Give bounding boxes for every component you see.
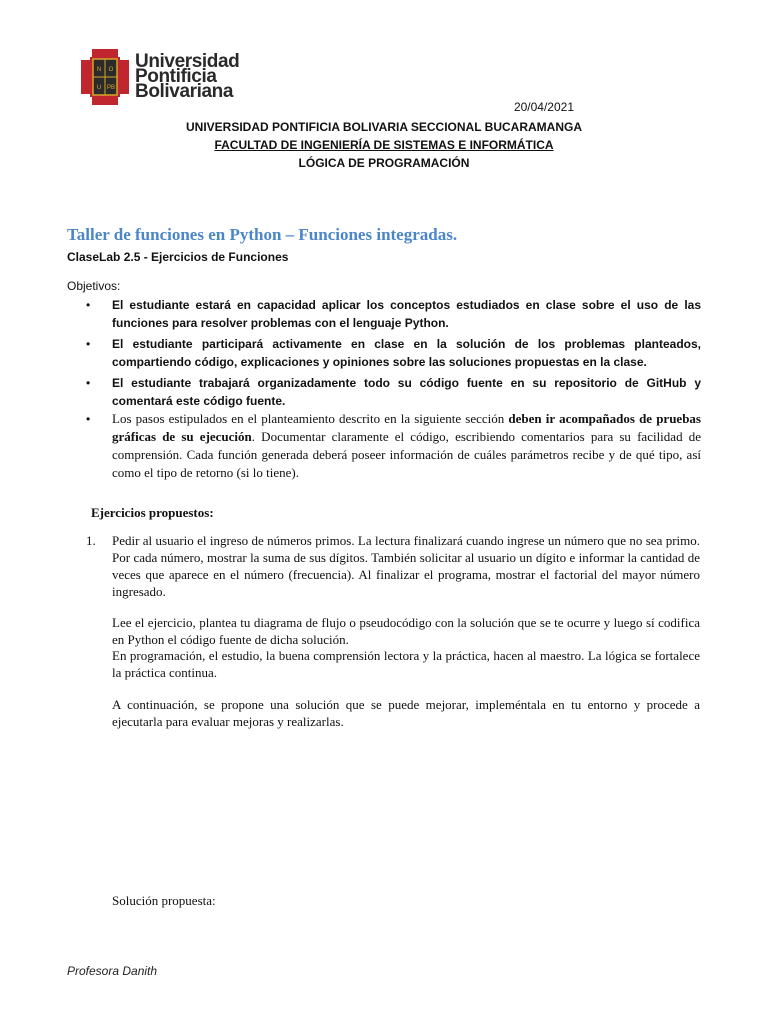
footer-author: Profesora Danith: [67, 964, 158, 978]
logo-line-1: Universidad: [135, 51, 240, 72]
exercise-number: 1.: [86, 533, 96, 548]
objective-text: [112, 410, 701, 482]
logo-line-3: Bolivariana: [135, 81, 234, 102]
paragraph-programming: En programación, el estudio, la buena comprensión lectora y la práctica, hacen al maestro. La lógica se fortalece la práctica continua.: [112, 648, 700, 680]
paragraph-continue: A continuación, se propone una solución que se puede mejorar, impleméntala en tu entorno y procede a ejecutarla para evaluar mejoras y realizarlas.: [112, 697, 700, 729]
objective-text: El estudiante trabajará organizadamente todo su código fuente en su repositorio de GitHub y comentará este código fuente.: [112, 376, 701, 408]
page-subtitle: ClaseLab 2.5 - Ejercicios de Funciones: [67, 250, 289, 264]
objective-text: El estudiante participará activamente en clase en la solución de los problemas planteados, compartiendo código, explicaciones y opiniones sobre las soluciones propuestas en la clase.: [112, 337, 701, 369]
page-title: Taller de funciones en Python – Funciones integradas.: [67, 225, 458, 244]
logo-wordmark: [135, 51, 240, 102]
objective-item: [86, 296, 701, 332]
logo-shield-letter: U: [96, 85, 102, 91]
header-faculty-wrap: [0, 138, 768, 152]
header-course: LÓGICA DE PROGRAMACIÓN: [298, 156, 470, 170]
paragraph-read: Lee el ejercicio, plantea tu diagrama de flujo o pseudocódigo con la solución que se te ocurre y luego sí codifica en Python el código fuente de dicha solución.: [112, 615, 700, 647]
bullet-icon: •: [86, 337, 91, 351]
objective-item: [86, 410, 701, 480]
solution-label: Solución propuesta:: [112, 893, 216, 908]
logo-shield-letter: N: [96, 67, 102, 73]
bullet-icon: •: [86, 376, 91, 390]
objective-text-post: . Documentar claramente el código, escribiendo comentarios para su facilidad de comprensión. Cada función generada deberá poseer información de cuáles parámetros recibe y de qué tipo, así como el tipo de retorno (si lo tiene).: [112, 429, 701, 480]
objective-item: [86, 335, 701, 371]
objective-item: [86, 374, 701, 410]
logo-line-2: Pontificia: [135, 66, 217, 87]
document-date: 20/04/2021: [513, 100, 574, 114]
bullet-icon: •: [86, 298, 91, 312]
exercise-text: Pedir al usuario el ingreso de números primos. La lectura finalizará cuando ingrese un número que no sea primo. Por cada número, mostrar la suma de sus dígitos. También solicitar al usuario un dígito e informar la cantidad de veces que aparece en el número (frecuencia). Al finalizar el programa, mostrar el factorial del mayor número ingresado.: [112, 533, 700, 599]
header-faculty: FACULTAD DE INGENIERÍA DE SISTEMAS E INFORMÁTICA: [214, 138, 554, 152]
logo-shield-letter: O: [108, 67, 114, 73]
header-university: UNIVERSIDAD PONTIFICIA BOLIVARIA SECCIONAL BUCARAMANGA: [185, 120, 582, 134]
objective-text-bold: deben ir acompañados de pruebas gráficas de su ejecución: [112, 411, 701, 444]
objectives-label: Objetivos:: [67, 279, 121, 293]
logo-shield-letter: PB: [106, 85, 116, 91]
objective-text: El estudiante estará en capacidad aplicar los conceptos estudiados en clase sobre el uso de las funciones para resolver problemas con el lenguaje Python.: [112, 298, 701, 330]
exercises-title: Ejercicios propuestos:: [91, 505, 214, 520]
objective-text-pre: Los pasos estipulados en el planteamiento descrito en la siguiente sección: [112, 411, 509, 426]
bullet-icon: •: [86, 412, 91, 426]
